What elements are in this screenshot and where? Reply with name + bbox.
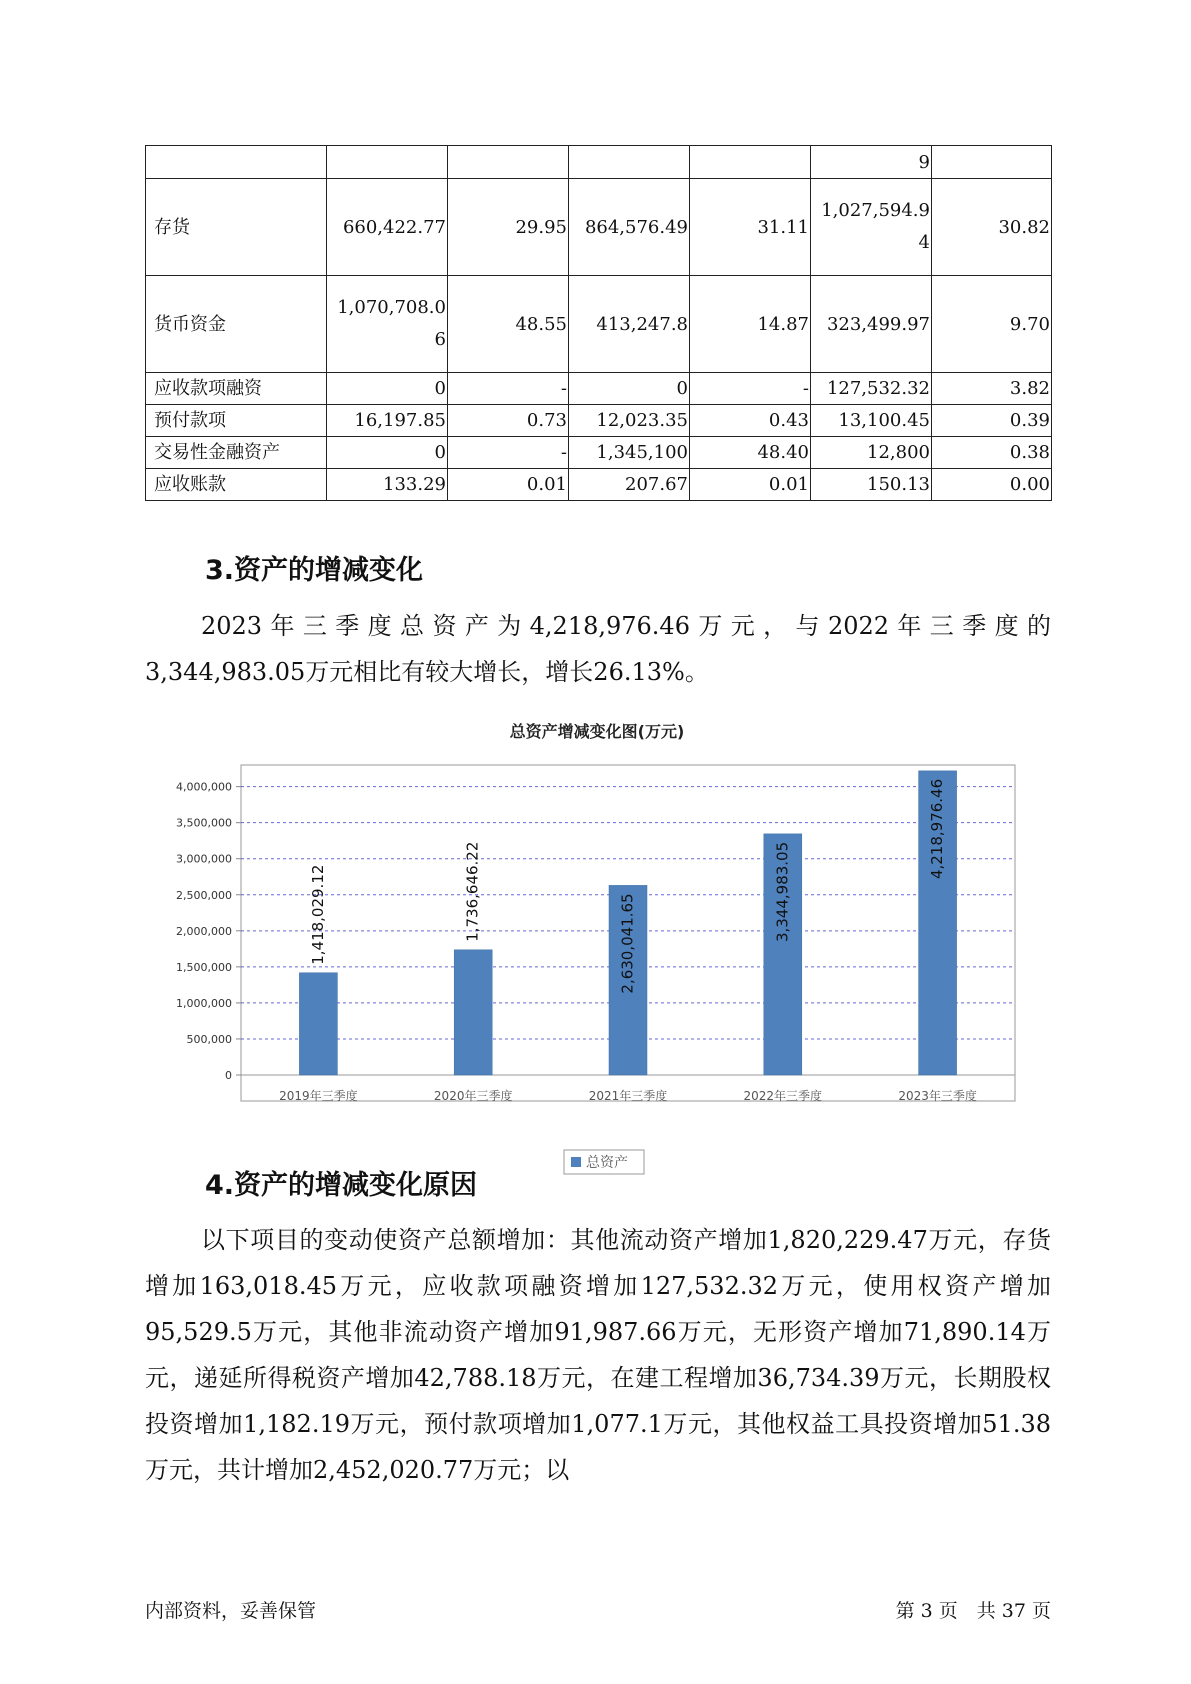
data-label: 2,630,041.65 [618, 893, 637, 994]
chart-legend [564, 1150, 644, 1174]
section-paragraph: 以下项目的变动使资产总额增加：其他流动资产增加1,820,229.47万元，存货增加163,018.45万元，应收款项融资增加127,532.32万元，使用权资产增加95,529.5万元，其他非流动资产增加91,987.66万元，无形资产增加71,890.14万元，递延所得税资产增加42,788.18万元，在建工程增加36,734.39万元，长期股权投资增加1,182.19万元，预付款项增加1,077.1万元，其他权益工具投资增加51.38万元，共计增加2,452,020.77万元；以 [145, 1226, 1051, 1484]
cell-value: 9 [811, 146, 932, 179]
cell-value: 413,247.8 [569, 276, 690, 373]
x-tick-label: 2023年三季度 [898, 1089, 977, 1103]
footer-page-number: 第 3 页 共 37 页 [895, 1600, 1051, 1622]
row-label: 应收账款 [146, 469, 327, 501]
cell-value [569, 146, 690, 179]
asset-structure-table [145, 145, 1052, 501]
y-tick-label: 2,000,000 [176, 924, 232, 938]
y-tick-label: 1,500,000 [176, 960, 232, 974]
cell-percent: 48.55 [448, 276, 569, 373]
cell-percent: - [448, 437, 569, 469]
row-label: 预付款项 [146, 405, 327, 437]
cell-percent: 48.40 [690, 437, 811, 469]
row-label: 货币资金 [146, 276, 327, 373]
chart-title: 总资产增减变化图(万元) [509, 722, 685, 741]
cell-value: 127,532.32 [811, 373, 932, 405]
cell-value: 1,070,708.06 [327, 276, 448, 373]
table-row [146, 437, 1052, 469]
cell-value: 323,499.97 [811, 276, 932, 373]
cell-value: 16,197.85 [327, 405, 448, 437]
cell-percent [448, 146, 569, 179]
cell-percent: 3.82 [932, 373, 1052, 405]
cell-value: 864,576.49 [569, 179, 690, 276]
data-label: 1,418,029.12 [308, 864, 327, 965]
total-assets-chart [160, 710, 1030, 1180]
row-label [146, 146, 327, 179]
y-tick-label: 1,000,000 [176, 996, 232, 1010]
y-tick-label: 500,000 [186, 1032, 232, 1046]
table-row [146, 179, 1052, 276]
data-label: 3,344,983.05 [773, 841, 792, 943]
cell-percent: 30.82 [932, 179, 1052, 276]
cell-value: 12,800 [811, 437, 932, 469]
cell-value: 1,027,594.94 [811, 179, 932, 276]
cell-value: 150.13 [811, 469, 932, 501]
cell-value: 660,422.77 [327, 179, 448, 276]
table-row [146, 276, 1052, 373]
cell-value: 0 [569, 373, 690, 405]
row-label: 交易性金融资产 [146, 437, 327, 469]
section-heading: 3.资产的增减变化 [205, 555, 424, 586]
cell-value: 13,100.45 [811, 405, 932, 437]
cell-value: 133.29 [327, 469, 448, 501]
x-tick-label: 2021年三季度 [588, 1089, 668, 1103]
cell-percent: 0.39 [932, 405, 1052, 437]
cell-value: 1,345,100 [569, 437, 690, 469]
cell-value: 207.67 [569, 469, 690, 501]
row-label: 存货 [146, 179, 327, 276]
cell-percent: 0.00 [932, 469, 1052, 501]
table-row [146, 146, 1052, 179]
cell-percent: 31.11 [690, 179, 811, 276]
legend-label: 总资产 [586, 1155, 628, 1171]
cell-value: 0 [327, 437, 448, 469]
cell-percent: 0.73 [448, 405, 569, 437]
row-label: 应收款项融资 [146, 373, 327, 405]
cell-percent [690, 146, 811, 179]
x-tick-label: 2020年三季度 [433, 1089, 513, 1103]
y-axis-ticks [176, 781, 232, 1082]
cell-percent: 0.38 [932, 437, 1052, 469]
bar [299, 973, 337, 1075]
data-label: 4,218,976.46 [928, 778, 947, 880]
y-tick-label: 3,000,000 [176, 852, 232, 866]
table-row [146, 469, 1052, 501]
x-tick-label: 2022年三季度 [743, 1089, 823, 1103]
cell-value [327, 146, 448, 179]
cell-percent: - [690, 373, 811, 405]
cell-percent: 14.87 [690, 276, 811, 373]
cell-percent: 0.43 [690, 405, 811, 437]
cell-value: 12,023.35 [569, 405, 690, 437]
y-tick-label: 4,000,000 [176, 780, 232, 794]
cell-value: 0 [327, 373, 448, 405]
section-paragraph: 2023年三季度总资产为4,218,976.46万元，与2022年三季度的3,344,983.05万元相比有较大增长，增长26.13%。 [145, 612, 1051, 686]
cell-percent: 9.70 [932, 276, 1052, 373]
x-tick-label: 2019年三季度 [279, 1089, 358, 1103]
table-row [146, 373, 1052, 405]
table-row [146, 405, 1052, 437]
cell-percent: 0.01 [690, 469, 811, 501]
cell-percent: 0.01 [448, 469, 569, 501]
y-tick-label: 2,500,000 [176, 888, 232, 902]
y-tick-label: 0 [225, 1069, 232, 1082]
y-tick-label: 3,500,000 [176, 816, 232, 830]
section-heading: 4.资产的增减变化原因 [205, 1170, 478, 1201]
data-label: 1,736,646.22 [463, 841, 482, 942]
cell-percent: - [448, 373, 569, 405]
footer-confidential-note: 内部资料，妥善保管 [145, 1600, 317, 1622]
cell-percent: 29.95 [448, 179, 569, 276]
cell-percent [932, 146, 1052, 179]
bar [454, 950, 492, 1075]
legend-swatch [571, 1157, 581, 1167]
